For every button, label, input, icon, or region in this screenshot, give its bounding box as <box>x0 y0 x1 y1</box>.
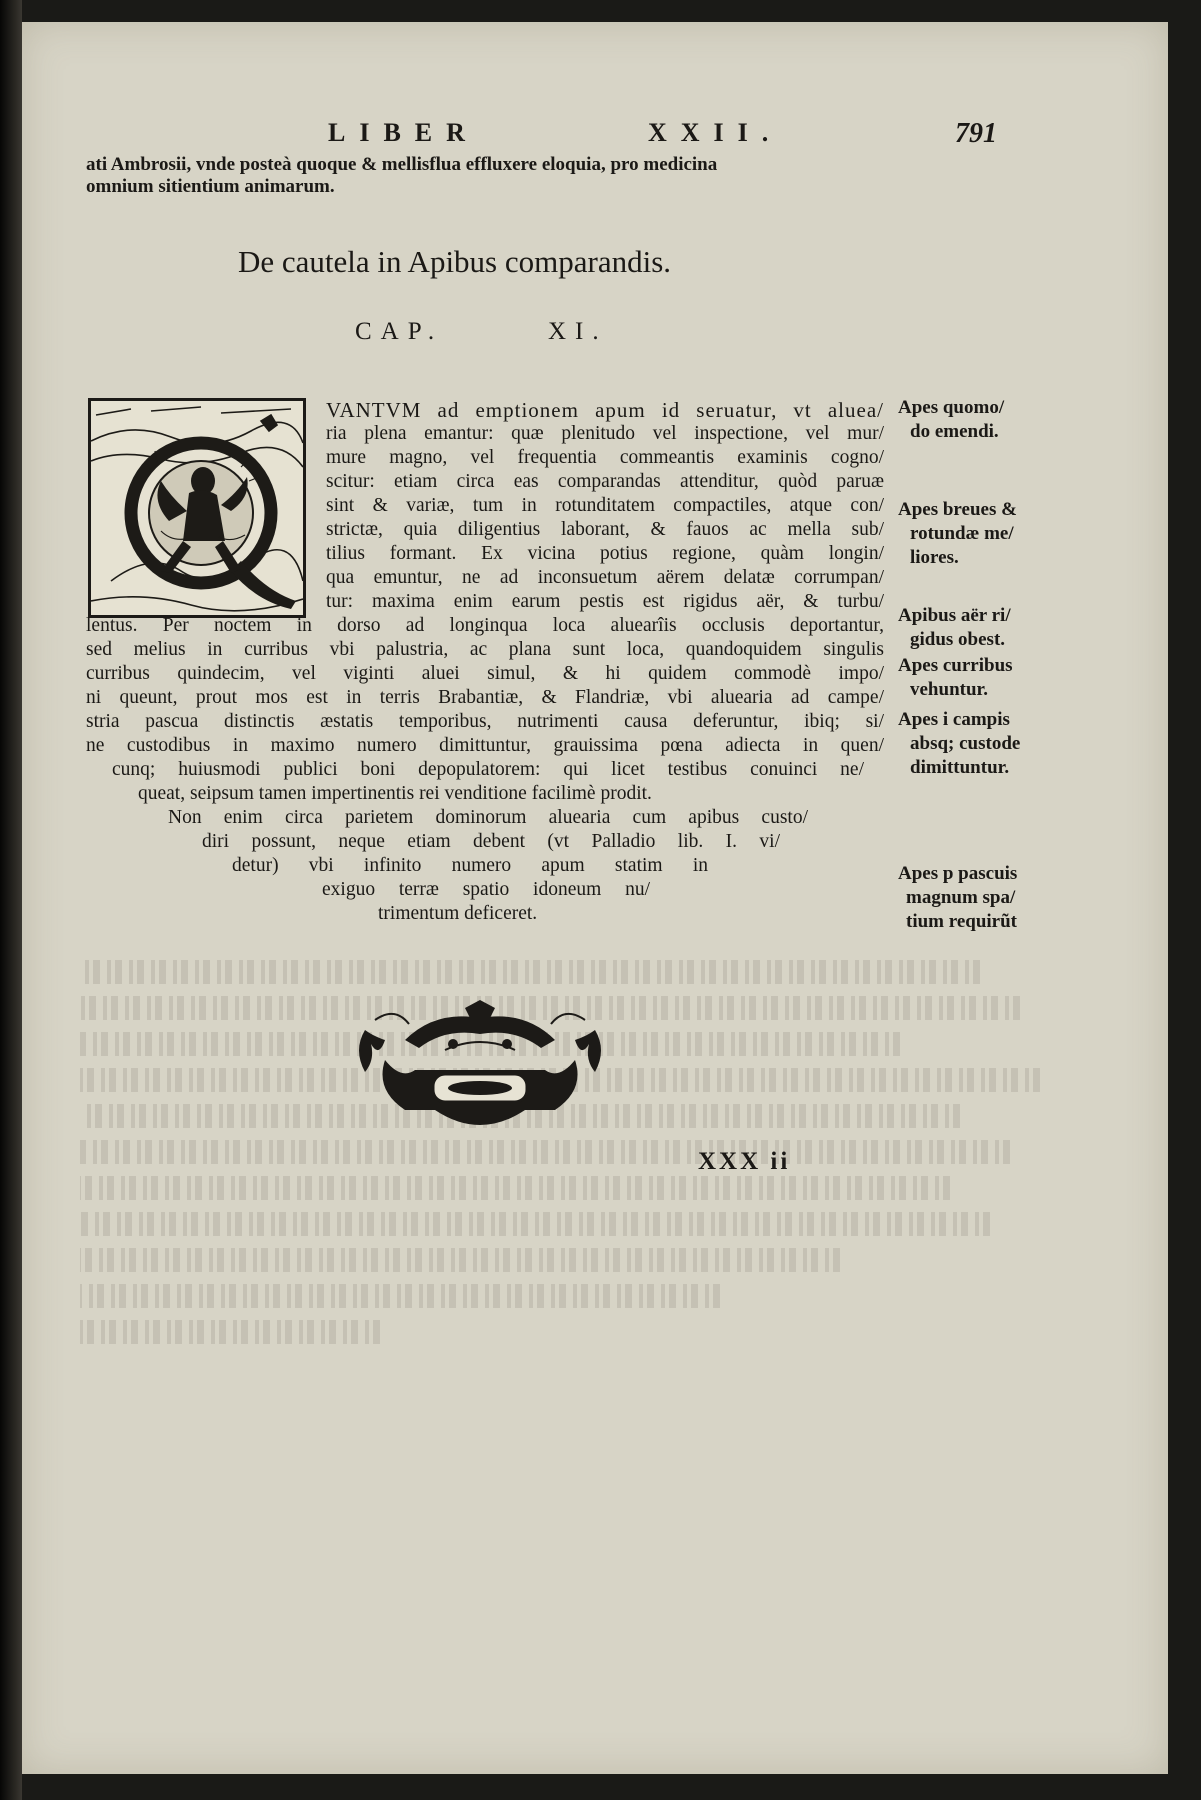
margin-note-line: rotundæ me/ <box>910 523 1014 544</box>
text-line: lentus. Per noctem in dorso ad longinqua loca aluearîis occlusis deportantur, <box>86 615 884 636</box>
margin-note-line: Apes breues & <box>898 499 1017 520</box>
text-line: tur: maxima enim earum pestis est rigidus aër, & turbu/ <box>326 591 884 612</box>
margin-note <box>898 498 1058 570</box>
text-line: sed melius in curribus vbi palustria, ac plana sunt loca, quandoquidem singulis <box>86 639 884 660</box>
margin-note <box>898 708 1058 780</box>
text-line: tilius formant. Ex vicina potius regione, quàm longin/ <box>326 543 884 564</box>
chapter-number: XI. <box>548 318 608 345</box>
chapter-label: CAP. <box>355 318 444 345</box>
printers-ornament <box>345 1000 615 1130</box>
text-line: scitur: etiam circa eas comparandas attenditur, quòd paruæ <box>326 471 884 492</box>
text-line: qua emuntur, ne ad inconsuetum aërem delatæ corrumpan/ <box>326 567 884 588</box>
catchword-signature: XXX ii <box>698 1148 791 1175</box>
margin-note-line: Apes curribus <box>898 655 1013 676</box>
margin-note-line: vehuntur. <box>910 679 988 700</box>
book-spine <box>0 0 22 1800</box>
folio-number: 791 <box>955 118 997 149</box>
text-line: cunq; huiusmodi publici boni depopulatorem: qui licet testibus conuinci ne/ <box>112 759 864 780</box>
text-line <box>326 398 884 422</box>
text-line: exiguo terræ spatio idoneum nu/ <box>322 879 650 900</box>
text-line: mure magno, vel frequentia commeantis examinis cogno/ <box>326 447 884 468</box>
text-line: curribus quindecim, vel viginti aluei simul, & hi quidem commodè impo/ <box>86 663 884 684</box>
margin-note-line: magnum spa/ <box>906 887 1016 908</box>
margin-note-line: Apes i campis <box>898 709 1010 730</box>
margin-note-line: liores. <box>910 547 959 568</box>
text-line: Non enim circa parietem dominorum aluearia cum apibus custo/ <box>168 807 808 828</box>
ornament-graphic <box>345 1000 615 1130</box>
margin-note <box>898 862 1058 934</box>
margin-note <box>898 604 1058 652</box>
margin-note-line: absq; custode <box>910 733 1021 754</box>
text-line: sint & variæ, tum in rotunditatem compactiles, atque con/ <box>326 495 884 516</box>
decorated-initial-woodcut <box>88 398 306 618</box>
text-line: detur) vbi infinito numero apum statim in <box>232 855 708 876</box>
margin-note-line: dimittuntur. <box>910 757 1010 778</box>
text-line: strictæ, quia diligentius laborant, & fauos ac mella sub/ <box>326 519 884 540</box>
running-head-book-number: XXII. <box>648 118 783 147</box>
text-line: queat, seipsum tamen impertinentis rei venditione facilimè prodit. <box>138 783 652 804</box>
woodcut-illustration <box>91 401 303 615</box>
margin-note-line: Apibus aër ri/ <box>898 605 1011 626</box>
margin-note <box>898 654 1058 702</box>
text-line: ria plena emantur: quæ plenitudo vel inspectione, vel mur/ <box>326 423 884 444</box>
margin-note <box>898 396 1058 444</box>
running-head-liber: LIBER <box>328 118 479 147</box>
text-line: diri possunt, neque etiam debent (vt Palladio lib. I. vi/ <box>202 831 780 852</box>
margin-note-line: Apes p pascuis <box>898 863 1018 884</box>
continuation-line: ati Ambrosii, vnde posteà quoque & mellisflua effluxere eloquia, pro medicina <box>86 154 718 175</box>
margin-note-line: Apes quomo/ <box>898 397 1005 418</box>
chapter-title: De cautela in Apibus comparandis. <box>238 244 672 279</box>
text-line: ni queunt, prout mos est in terris Brabantiæ, & Flandriæ, vbi aluearia ad campe/ <box>86 687 884 708</box>
margin-note-line: tium requirũt <box>906 911 1018 932</box>
margin-note-line: gidus obest. <box>910 629 1006 650</box>
text-line-content: VANTVM ad emptionem apum id seruatur, vt alueа/ <box>326 398 884 422</box>
margin-note-line: do emendi. <box>910 421 999 442</box>
text-line: trimentum deficeret. <box>378 903 538 924</box>
continuation-line: omnium sitientium animarum. <box>86 176 335 197</box>
text-line: stria pascua distinctis æstatis temporibus, nutrimenti causa deferuntur, ibiq; si/ <box>86 711 884 732</box>
text-line: ne custodibus in maximo numero dimittuntur, grauissima pœna adiecta in quen/ <box>86 735 884 756</box>
